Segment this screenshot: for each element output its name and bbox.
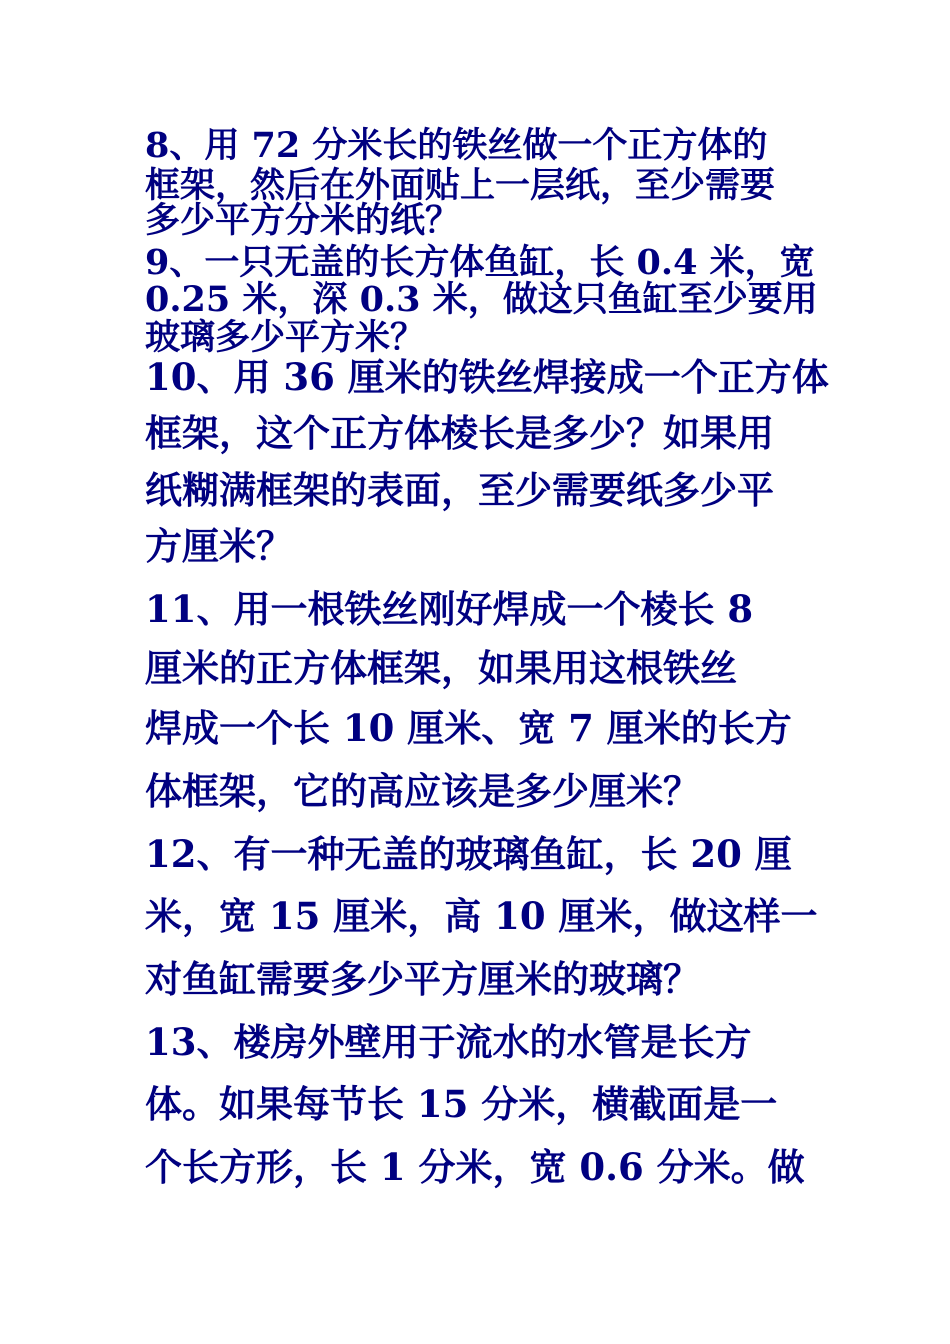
problem-11-line-3: 焊成一个长 10 厘米、宽 7 厘米的长方 (145, 706, 792, 750)
problem-10-line-3: 纸糊满框架的表面，至少需要纸多少平 (145, 468, 774, 512)
problem-10-line-4: 方厘米？ (145, 524, 293, 568)
problem-11-line-1: 11、用一根铁丝刚好焊成一个棱长 8 (145, 587, 754, 631)
problem-11-line-4: 体框架，它的高应该是多少厘米？ (145, 769, 700, 813)
problem-11-line-2: 厘米的正方体框架，如果用这根铁丝 (145, 646, 737, 690)
problem-13-line-2: 体。如果每节长 15 分米，横截面是一 (145, 1082, 778, 1126)
problem-9-line-1: 9、一只无盖的长方体鱼缸，长 0.4 米，宽 (145, 242, 815, 283)
problem-9-line-2: 0.25 米，深 0.3 米，做这只鱼缸至少要用 (145, 279, 818, 320)
problem-13-line-3: 个长方形，长 1 分米，宽 0.6 分米。做 (145, 1145, 805, 1189)
problem-9-line-3: 玻璃多少平方米？ (145, 317, 426, 358)
problem-12-line-3: 对鱼缸需要多少平方厘米的玻璃？ (145, 957, 700, 1001)
problem-10-line-1: 10、用 36 厘米的铁丝焊接成一个正方体 (145, 355, 829, 399)
problem-10-line-2: 框架，这个正方体棱长是多少？如果用 (145, 411, 774, 455)
problem-8-line-3: 多少平方分米的纸？ (145, 200, 461, 241)
problem-12-line-2: 米，宽 15 厘米，高 10 厘米，做这样一 (145, 894, 818, 938)
problem-8-line-2: 框架，然后在外面贴上一层纸，至少需要 (145, 165, 776, 206)
problem-12-line-1: 12、有一种无盖的玻璃鱼缸，长 20 厘 (145, 832, 792, 876)
problem-13-line-1: 13、楼房外壁用于流水的水管是长方 (145, 1020, 752, 1064)
problem-8-line-1: 8、用 72 分米长的铁丝做一个正方体的 (145, 125, 768, 166)
